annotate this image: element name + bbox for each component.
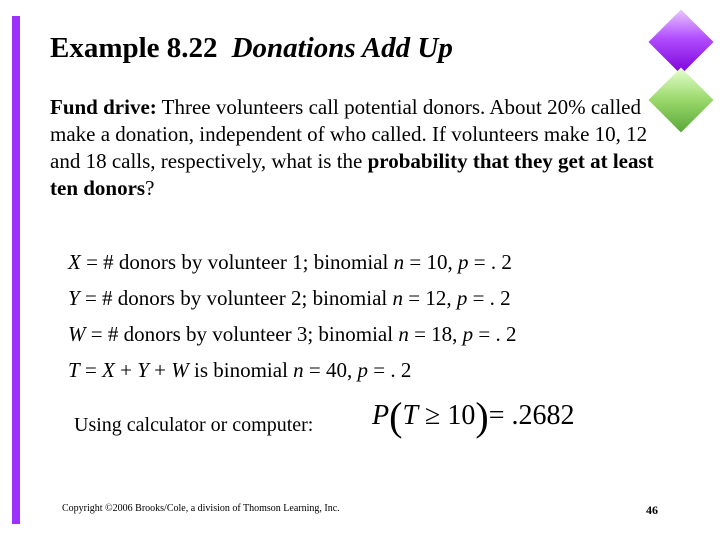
open-paren: (: [389, 394, 403, 439]
definition-text: # donors by volunteer 2; binomial: [102, 286, 393, 310]
definition-row-y: [68, 280, 517, 316]
n-label: n: [398, 322, 409, 346]
equals: =: [80, 250, 104, 274]
close-paren: ): [475, 394, 489, 439]
slide-title: [50, 32, 453, 65]
p-label: p: [357, 358, 368, 382]
formula-p: P: [372, 400, 390, 431]
n-label: n: [392, 286, 403, 310]
probability-formula: [372, 394, 575, 439]
p-label: p: [456, 286, 468, 310]
plus: +: [148, 358, 172, 382]
page-number: 46: [646, 503, 658, 517]
var-y: Y: [68, 286, 80, 310]
var-w: W: [171, 358, 189, 382]
equals: =: [79, 358, 103, 382]
intro-end: ?: [145, 176, 155, 200]
n-label: n: [293, 358, 304, 382]
calculator-label: Using calculator or computer:: [74, 414, 314, 436]
intro-lead: Fund drive:: [50, 95, 157, 119]
n-value: = 18,: [408, 322, 463, 346]
variable-definitions: [68, 244, 517, 388]
var-x: X: [68, 250, 81, 274]
var-t: T: [68, 358, 80, 382]
purple-diamond-icon: [648, 9, 713, 74]
sum-text: is binomial: [188, 358, 294, 382]
var-x: X: [102, 358, 115, 382]
p-label: p: [457, 250, 469, 274]
n-value: = 10,: [404, 250, 458, 274]
definition-row-w: [68, 316, 517, 352]
p-value: = . 2: [468, 250, 512, 274]
p-value: = . 2: [473, 322, 517, 346]
definition-row-x: [68, 244, 517, 280]
equals: =: [79, 286, 103, 310]
sum-definition-row: [68, 352, 517, 388]
definition-text: # donors by volunteer 1; binomial: [103, 250, 394, 274]
n-value: = 12,: [403, 286, 457, 310]
formula-condition: ≥ 10: [418, 400, 476, 431]
p-value: = . 2: [368, 358, 412, 382]
intro-paragraph: [50, 94, 670, 202]
title-main: Example 8.22: [50, 32, 218, 64]
intro-text: Three volunteers call potential donors. About 20% called make a donation, independent of who called. If volunteers make 10, 12 and 18 calls, respectively, what is the: [50, 95, 648, 173]
p-value: = . 2: [467, 286, 511, 310]
intro-emphasis: probability that they get at least ten donors: [50, 149, 654, 200]
definition-text: # donors by volunteer 3; binomial: [107, 322, 399, 346]
left-accent-bar: [12, 16, 20, 524]
formula-t: T: [402, 400, 419, 431]
title-subtitle: Donations Add Up: [231, 32, 453, 64]
p-label: p: [462, 322, 474, 346]
copyright-notice: Copyright ©2006 Brooks/Cole, a division of Thomson Learning, Inc.: [62, 503, 340, 514]
equals: =: [85, 322, 108, 346]
plus: +: [114, 358, 138, 382]
formula-result: = .2682: [488, 400, 575, 431]
var-w: W: [68, 322, 86, 346]
var-y: Y: [137, 358, 149, 382]
n-value: = 40,: [303, 358, 358, 382]
n-label: n: [393, 250, 405, 274]
